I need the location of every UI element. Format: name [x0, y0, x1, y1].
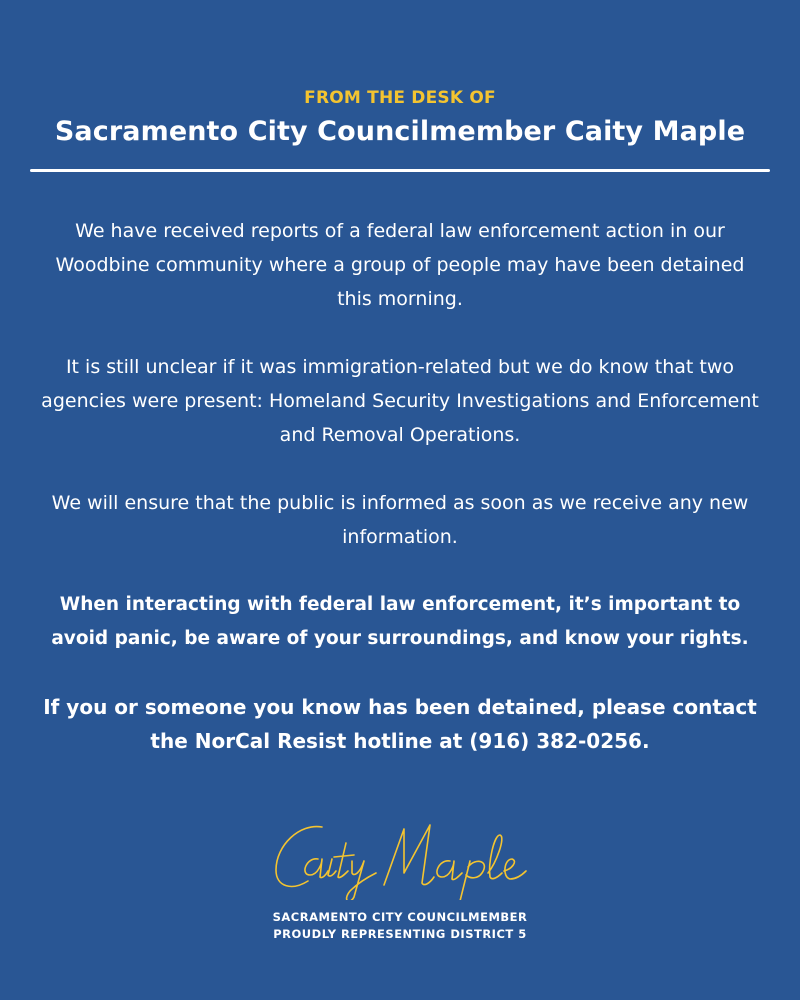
- signature-stroke: [488, 835, 502, 879]
- signature-stroke: [384, 825, 434, 885]
- paragraph-updates: We will ensure that the public is informed as soon as we receive any new information.: [51, 492, 749, 548]
- paragraph-hotline: If you or someone you know has been detained, please contact the NorCal Resist hotline at (916) 382-0256.: [43, 695, 757, 753]
- footer: [0, 909, 800, 943]
- paragraph-agencies: It is still unclear if it was immigration-related but we do know that two agencies were present: Homeland Security Investigations and Enforcement and Removal Operations.: [41, 356, 759, 446]
- signature-image: [0, 815, 800, 900]
- letter-header: [0, 88, 800, 147]
- signature-stroke: [460, 861, 484, 900]
- footer-district: PROUDLY REPRESENTING DISTRICT 5: [273, 927, 527, 941]
- eyebrow-label: FROM THE DESK OF: [304, 88, 496, 108]
- signature-stroke: [276, 827, 322, 887]
- signature-stroke: [328, 859, 336, 876]
- page-title: Sacramento City Councilmember Caity Maple: [54, 116, 746, 147]
- paragraph-know-your-rights: When interacting with federal law enforcement, it’s important to avoid panic, be aware of your surroundings, and know your rights.: [51, 594, 749, 649]
- signature-stroke: [347, 861, 376, 900]
- signature-stroke: [334, 843, 354, 878]
- footer-title: SACRAMENTO CITY COUNCILMEMBER: [272, 910, 528, 924]
- statement-body: [40, 214, 760, 758]
- header-divider: [30, 169, 770, 172]
- signature-stroke: [504, 859, 526, 879]
- signature-stroke: [305, 859, 328, 878]
- paragraph-reports: We have received reports of a federal law enforcement action in our Woodbine community where a group of people may have been detained this morning.: [55, 220, 745, 310]
- signature-stroke: [437, 861, 462, 880]
